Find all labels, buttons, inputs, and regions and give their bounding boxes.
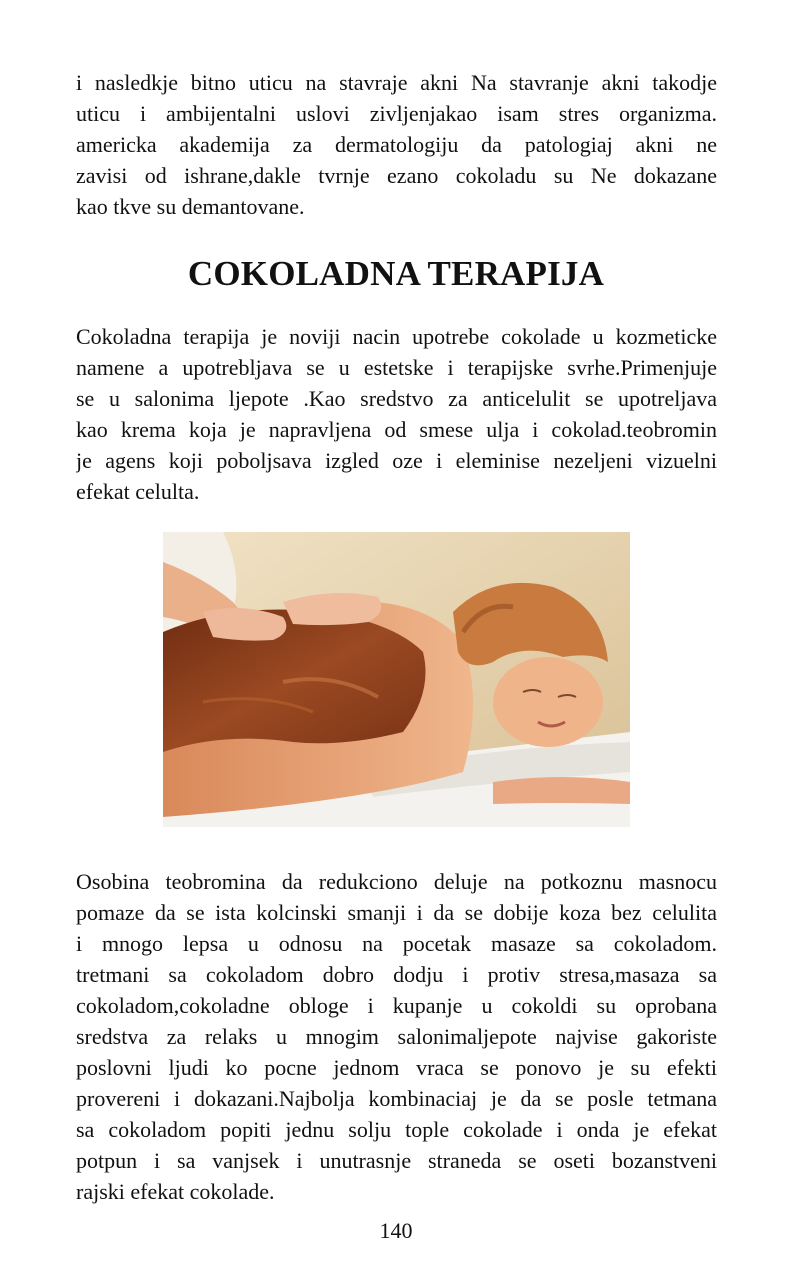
- paragraph-chocolate-therapy: [76, 321, 717, 507]
- text-line: i mnogo lepsa u odnosu na pocetak masaze sa cokoladom.: [76, 931, 717, 956]
- paragraph-theobromine: [76, 866, 717, 1207]
- paragraph-acne: [76, 67, 717, 222]
- chocolate-massage-photo: [163, 532, 630, 827]
- text-line: americka akademija za dermatologiju da patologiaj akni ne: [76, 132, 717, 157]
- text-line: i nasledkje bitno uticu na stavraje akni Na stavranje akni takodje: [76, 70, 717, 95]
- text-line: namene a upotrebljava se u estetske i terapijske svrhe.Primenjuje: [76, 355, 717, 380]
- text-line: Cokoladna terapija je noviji nacin upotrebe cokolade u kozmeticke: [76, 324, 717, 349]
- text-line: efekat celulta.: [76, 479, 200, 504]
- text-line: cokoladom,cokoladne obloge i kupanje u cokoldi su oprobana: [76, 993, 717, 1018]
- text-line: sa cokoladom popiti jednu solju tople cokolade i onda je efekat: [76, 1117, 717, 1142]
- section-heading: COKOLADNA TERAPIJA: [187, 254, 605, 293]
- text-line: kao krema koja je napravljena od smese ulja i cokolad.teobromin: [76, 417, 717, 442]
- text-line: potpun i sa vanjsek i unutrasnje straneda se oseti bozanstveni: [76, 1148, 717, 1173]
- text-line: rajski efekat cokolade.: [76, 1179, 275, 1204]
- text-line: sredstva za relaks u mnogim salonimaljepote najvise gakoriste: [76, 1024, 717, 1049]
- text-line: uticu i ambijentalni uslovi zivljenjakao isam stres organizma.: [76, 101, 717, 126]
- text-line: se u salonima ljepote .Kao sredstvo za anticelulit se upotreljava: [76, 386, 717, 411]
- text-line: poslovni ljudi ko pocne jednom vraca se ponovo je su efekti: [76, 1055, 717, 1080]
- text-line: pomaze da se ista kolcinski smanji i da se dobije koza bez celulita: [76, 900, 717, 925]
- text-line: kao tkve su demantovane.: [76, 194, 305, 219]
- page-number: 140: [379, 1218, 413, 1243]
- text-line: provereni i dokazani.Najbolja kombinaciaj je da se posle tetmana: [76, 1086, 717, 1111]
- text-line: zavisi od ishrane,dakle tvrnje ezano cokoladu su Ne dokazane: [76, 163, 717, 188]
- text-line: Osobina teobromina da redukciono deluje na potkoznu masnocu: [76, 869, 717, 894]
- text-line: je agens koji poboljsava izgled oze i eleminise nezeljeni vizuelni: [76, 448, 717, 473]
- text-line: tretmani sa cokoladom dobro dodju i protiv stresa,masaza sa: [76, 962, 717, 987]
